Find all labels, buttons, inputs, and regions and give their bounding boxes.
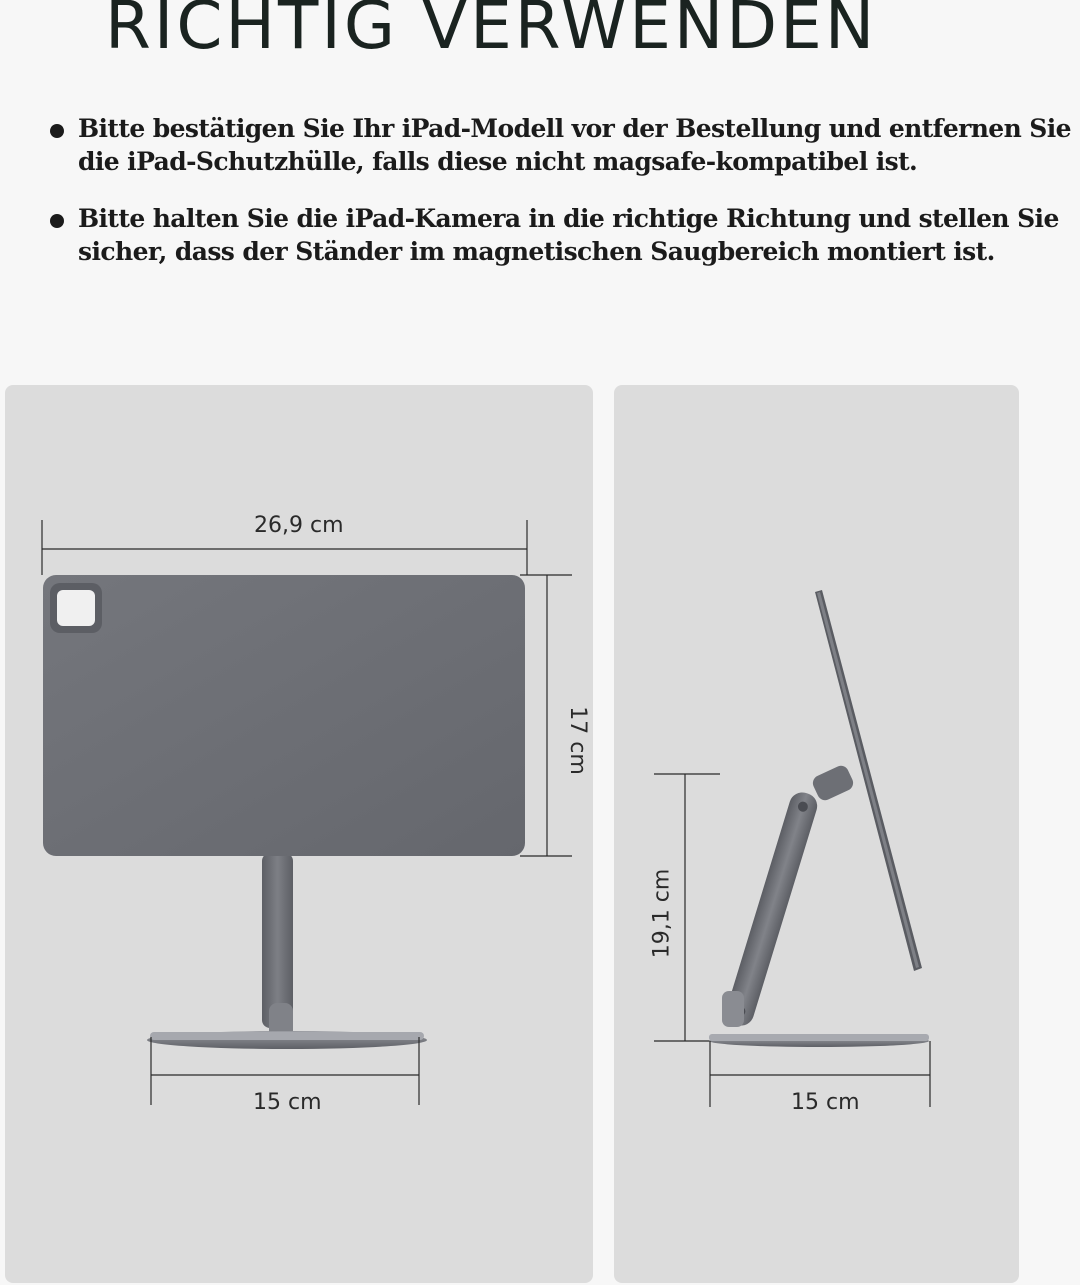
height-label: 17 cm <box>564 706 590 775</box>
stand-pole <box>262 853 293 1028</box>
camera-window <box>57 590 95 626</box>
instruction-text-line: die iPad-Schutzhülle, falls diese nicht magsafe-kompatibel ist. <box>78 147 918 176</box>
width-label: 26,9 cm <box>254 513 344 538</box>
front-view-panel <box>5 385 593 1283</box>
instruction-text-line: sicher, dass der Ständer im magnetischen Saugbereich montiert ist. <box>78 237 995 266</box>
instruction-text-line: Bitte bestätigen Sie Ihr iPad-Modell vor der Bestellung und entfernen Sie <box>78 114 1071 143</box>
instruction-text-line: Bitte halten Sie die iPad-Kamera in die richtige Richtung und stellen Sie <box>78 204 1059 233</box>
side-view-panel <box>614 385 1019 1283</box>
bullet-dot-icon <box>50 214 64 228</box>
bullet-dot-icon <box>50 124 64 138</box>
instruction-list <box>50 112 1080 292</box>
instruction-item <box>50 202 1080 268</box>
stand-base-top <box>150 1032 424 1040</box>
side-top-hinge <box>810 763 855 803</box>
page-title: RICHTIG VERWENDEN <box>105 0 878 64</box>
side-view-illustration <box>614 385 1019 1283</box>
instruction-item <box>50 112 1080 178</box>
ipad-front <box>43 575 525 856</box>
front-base-label: 15 cm <box>253 1090 322 1115</box>
side-stand-base-top <box>709 1034 929 1041</box>
side-lower-hinge <box>722 991 744 1027</box>
side-base-label: 15 cm <box>791 1090 860 1115</box>
side-height-label: 19,1 cm <box>649 868 675 959</box>
